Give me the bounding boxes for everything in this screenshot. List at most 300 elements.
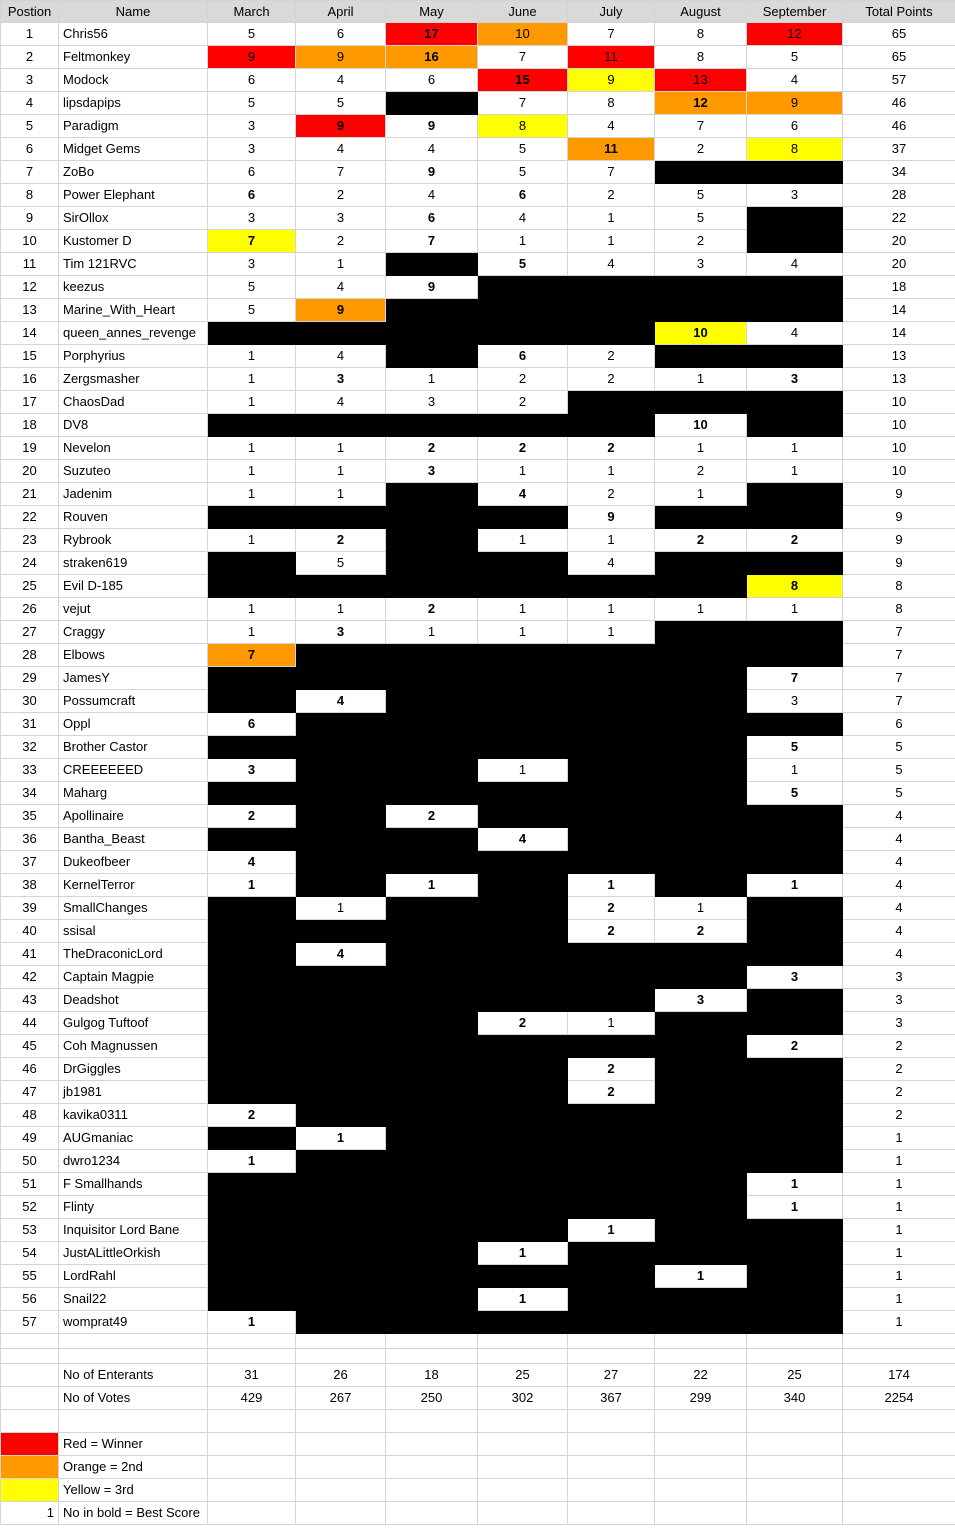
- score-cell[interactable]: [568, 1311, 655, 1334]
- name-cell[interactable]: Midget Gems: [59, 138, 208, 161]
- total-points-cell[interactable]: 7: [843, 644, 955, 667]
- score-cell[interactable]: 6: [208, 713, 296, 736]
- score-cell[interactable]: 4: [478, 207, 568, 230]
- empty-cell[interactable]: [655, 1410, 747, 1433]
- score-cell[interactable]: [386, 1081, 478, 1104]
- empty-cell[interactable]: [655, 1433, 747, 1456]
- summary-value[interactable]: 18: [386, 1364, 478, 1387]
- score-cell[interactable]: 9: [296, 299, 386, 322]
- score-cell[interactable]: [208, 506, 296, 529]
- position-cell[interactable]: 15: [1, 345, 59, 368]
- score-cell[interactable]: [568, 966, 655, 989]
- empty-cell[interactable]: [296, 1456, 386, 1479]
- score-cell[interactable]: 2: [655, 138, 747, 161]
- total-points-cell[interactable]: 3: [843, 966, 955, 989]
- score-cell[interactable]: [386, 943, 478, 966]
- empty-cell[interactable]: [568, 1410, 655, 1433]
- position-cell[interactable]: 19: [1, 437, 59, 460]
- score-cell[interactable]: [568, 391, 655, 414]
- position-cell[interactable]: 20: [1, 460, 59, 483]
- score-cell[interactable]: [386, 299, 478, 322]
- total-points-cell[interactable]: 1: [843, 1219, 955, 1242]
- score-cell[interactable]: 2: [568, 1081, 655, 1104]
- score-cell[interactable]: [747, 897, 843, 920]
- empty-cell[interactable]: [568, 1334, 655, 1349]
- score-cell[interactable]: 5: [296, 552, 386, 575]
- total-points-cell[interactable]: 14: [843, 322, 955, 345]
- score-cell[interactable]: 1: [296, 483, 386, 506]
- score-cell[interactable]: [386, 414, 478, 437]
- name-cell[interactable]: ssisal: [59, 920, 208, 943]
- score-cell[interactable]: [208, 1058, 296, 1081]
- score-cell[interactable]: 2: [568, 483, 655, 506]
- position-cell[interactable]: 50: [1, 1150, 59, 1173]
- score-cell[interactable]: [478, 736, 568, 759]
- total-points-cell[interactable]: 8: [843, 575, 955, 598]
- total-points-cell[interactable]: 9: [843, 529, 955, 552]
- name-cell[interactable]: Gulgog Tuftoof: [59, 1012, 208, 1035]
- score-cell[interactable]: [747, 1219, 843, 1242]
- score-cell[interactable]: [655, 552, 747, 575]
- score-cell[interactable]: 1: [478, 529, 568, 552]
- empty-cell[interactable]: [568, 1479, 655, 1502]
- score-cell[interactable]: 1: [655, 368, 747, 391]
- empty-cell[interactable]: [478, 1456, 568, 1479]
- score-cell[interactable]: [478, 506, 568, 529]
- score-cell[interactable]: 1: [478, 460, 568, 483]
- score-cell[interactable]: 6: [386, 69, 478, 92]
- score-cell[interactable]: [296, 1173, 386, 1196]
- name-cell[interactable]: Snail22: [59, 1288, 208, 1311]
- empty-cell[interactable]: [478, 1334, 568, 1349]
- empty-cell[interactable]: [208, 1349, 296, 1364]
- score-cell[interactable]: 7: [386, 230, 478, 253]
- score-cell[interactable]: [747, 989, 843, 1012]
- header-cell[interactable]: Name: [59, 1, 208, 23]
- score-cell[interactable]: 1: [747, 598, 843, 621]
- score-cell[interactable]: 2: [568, 368, 655, 391]
- score-cell[interactable]: [208, 1242, 296, 1265]
- position-cell[interactable]: 18: [1, 414, 59, 437]
- score-cell[interactable]: 7: [208, 230, 296, 253]
- total-points-cell[interactable]: 3: [843, 1012, 955, 1035]
- score-cell[interactable]: [478, 644, 568, 667]
- score-cell[interactable]: [747, 552, 843, 575]
- score-cell[interactable]: [568, 690, 655, 713]
- position-cell[interactable]: 41: [1, 943, 59, 966]
- score-cell[interactable]: 13: [655, 69, 747, 92]
- empty-cell[interactable]: [478, 1410, 568, 1433]
- name-cell[interactable]: Evil D-185: [59, 575, 208, 598]
- score-cell[interactable]: [655, 1035, 747, 1058]
- score-cell[interactable]: 4: [747, 69, 843, 92]
- empty-cell[interactable]: [386, 1410, 478, 1433]
- score-cell[interactable]: [655, 621, 747, 644]
- score-cell[interactable]: [208, 920, 296, 943]
- position-cell[interactable]: 46: [1, 1058, 59, 1081]
- summary-value[interactable]: 302: [478, 1387, 568, 1410]
- name-cell[interactable]: Elbows: [59, 644, 208, 667]
- total-points-cell[interactable]: 10: [843, 437, 955, 460]
- name-cell[interactable]: Inquisitor Lord Bane: [59, 1219, 208, 1242]
- summary-value[interactable]: 26: [296, 1364, 386, 1387]
- score-cell[interactable]: [208, 1127, 296, 1150]
- score-cell[interactable]: [568, 851, 655, 874]
- score-cell[interactable]: 1: [568, 1219, 655, 1242]
- score-cell[interactable]: 1: [296, 598, 386, 621]
- score-cell[interactable]: 4: [208, 851, 296, 874]
- position-cell[interactable]: 53: [1, 1219, 59, 1242]
- score-cell[interactable]: [655, 874, 747, 897]
- score-cell[interactable]: 2: [478, 391, 568, 414]
- position-cell[interactable]: 23: [1, 529, 59, 552]
- position-cell[interactable]: 35: [1, 805, 59, 828]
- total-points-cell[interactable]: 10: [843, 414, 955, 437]
- empty-cell[interactable]: [1, 1410, 59, 1433]
- score-cell[interactable]: [568, 276, 655, 299]
- summary-value[interactable]: 25: [747, 1364, 843, 1387]
- score-cell[interactable]: [386, 1150, 478, 1173]
- score-cell[interactable]: 1: [655, 437, 747, 460]
- total-points-cell[interactable]: 2: [843, 1035, 955, 1058]
- empty-cell[interactable]: [1, 1364, 59, 1387]
- empty-cell[interactable]: [655, 1502, 747, 1525]
- score-cell[interactable]: 1: [747, 759, 843, 782]
- score-cell[interactable]: 1: [568, 1012, 655, 1035]
- score-cell[interactable]: [296, 1265, 386, 1288]
- score-cell[interactable]: [386, 345, 478, 368]
- score-cell[interactable]: [386, 1219, 478, 1242]
- position-cell[interactable]: 7: [1, 161, 59, 184]
- score-cell[interactable]: 4: [568, 552, 655, 575]
- name-cell[interactable]: dwro1234: [59, 1150, 208, 1173]
- empty-cell[interactable]: [208, 1456, 296, 1479]
- score-cell[interactable]: 1: [296, 437, 386, 460]
- score-cell[interactable]: [747, 483, 843, 506]
- score-cell[interactable]: 6: [478, 345, 568, 368]
- score-cell[interactable]: 8: [655, 23, 747, 46]
- score-cell[interactable]: [296, 1242, 386, 1265]
- summary-value[interactable]: 367: [568, 1387, 655, 1410]
- score-cell[interactable]: 4: [296, 276, 386, 299]
- score-cell[interactable]: 1: [747, 437, 843, 460]
- score-cell[interactable]: 5: [208, 276, 296, 299]
- score-cell[interactable]: [386, 1242, 478, 1265]
- position-cell[interactable]: 55: [1, 1265, 59, 1288]
- score-cell[interactable]: 9: [568, 506, 655, 529]
- score-cell[interactable]: [208, 690, 296, 713]
- score-cell[interactable]: [478, 552, 568, 575]
- score-cell[interactable]: [568, 759, 655, 782]
- total-points-cell[interactable]: 34: [843, 161, 955, 184]
- total-points-cell[interactable]: 4: [843, 874, 955, 897]
- score-cell[interactable]: [296, 1058, 386, 1081]
- name-cell[interactable]: KernelTerror: [59, 874, 208, 897]
- score-cell[interactable]: [747, 644, 843, 667]
- score-cell[interactable]: [747, 713, 843, 736]
- total-points-cell[interactable]: 4: [843, 805, 955, 828]
- score-cell[interactable]: [478, 299, 568, 322]
- score-cell[interactable]: [478, 1265, 568, 1288]
- name-cell[interactable]: jb1981: [59, 1081, 208, 1104]
- position-cell[interactable]: 44: [1, 1012, 59, 1035]
- score-cell[interactable]: 17: [386, 23, 478, 46]
- position-cell[interactable]: 2: [1, 46, 59, 69]
- score-cell[interactable]: [478, 690, 568, 713]
- score-cell[interactable]: [386, 1265, 478, 1288]
- total-points-cell[interactable]: 4: [843, 828, 955, 851]
- score-cell[interactable]: 1: [568, 529, 655, 552]
- score-cell[interactable]: [208, 966, 296, 989]
- score-cell[interactable]: [478, 1058, 568, 1081]
- score-cell[interactable]: 5: [747, 46, 843, 69]
- name-cell[interactable]: F Smallhands: [59, 1173, 208, 1196]
- name-cell[interactable]: SmallChanges: [59, 897, 208, 920]
- score-cell[interactable]: [478, 1219, 568, 1242]
- score-cell[interactable]: 1: [478, 1242, 568, 1265]
- score-cell[interactable]: 7: [568, 23, 655, 46]
- score-cell[interactable]: [655, 575, 747, 598]
- score-cell[interactable]: [747, 207, 843, 230]
- score-cell[interactable]: [478, 966, 568, 989]
- position-cell[interactable]: 22: [1, 506, 59, 529]
- header-cell[interactable]: May: [386, 1, 478, 23]
- total-points-cell[interactable]: 2: [843, 1104, 955, 1127]
- score-cell[interactable]: [568, 989, 655, 1012]
- score-cell[interactable]: 4: [296, 690, 386, 713]
- score-cell[interactable]: [208, 1081, 296, 1104]
- score-cell[interactable]: [655, 828, 747, 851]
- empty-cell[interactable]: [843, 1479, 955, 1502]
- score-cell[interactable]: [655, 713, 747, 736]
- score-cell[interactable]: [478, 851, 568, 874]
- summary-value[interactable]: 25: [478, 1364, 568, 1387]
- name-cell[interactable]: queen_annes_revenge: [59, 322, 208, 345]
- empty-cell[interactable]: [655, 1349, 747, 1364]
- score-cell[interactable]: 9: [747, 92, 843, 115]
- score-cell[interactable]: 3: [208, 207, 296, 230]
- total-points-cell[interactable]: 1: [843, 1311, 955, 1334]
- score-cell[interactable]: 4: [747, 253, 843, 276]
- score-cell[interactable]: [478, 897, 568, 920]
- legend-label[interactable]: No in bold = Best Score: [59, 1502, 208, 1525]
- total-points-cell[interactable]: 4: [843, 851, 955, 874]
- score-cell[interactable]: [296, 575, 386, 598]
- score-cell[interactable]: 1: [386, 368, 478, 391]
- score-cell[interactable]: [208, 828, 296, 851]
- score-cell[interactable]: 1: [208, 460, 296, 483]
- total-points-cell[interactable]: 46: [843, 92, 955, 115]
- score-cell[interactable]: [386, 483, 478, 506]
- score-cell[interactable]: [747, 851, 843, 874]
- score-cell[interactable]: 1: [478, 1288, 568, 1311]
- score-cell[interactable]: 4: [296, 138, 386, 161]
- score-cell[interactable]: 6: [208, 69, 296, 92]
- position-cell[interactable]: 48: [1, 1104, 59, 1127]
- score-cell[interactable]: [386, 1012, 478, 1035]
- total-points-cell[interactable]: 14: [843, 299, 955, 322]
- score-cell[interactable]: 1: [208, 437, 296, 460]
- total-points-cell[interactable]: 1: [843, 1265, 955, 1288]
- score-cell[interactable]: [655, 805, 747, 828]
- score-cell[interactable]: 4: [568, 253, 655, 276]
- position-cell[interactable]: 38: [1, 874, 59, 897]
- empty-cell[interactable]: [478, 1479, 568, 1502]
- empty-cell[interactable]: [747, 1349, 843, 1364]
- name-cell[interactable]: Porphyrius: [59, 345, 208, 368]
- empty-cell[interactable]: [747, 1410, 843, 1433]
- name-cell[interactable]: Marine_With_Heart: [59, 299, 208, 322]
- position-cell[interactable]: 40: [1, 920, 59, 943]
- score-cell[interactable]: [655, 644, 747, 667]
- name-cell[interactable]: Zergsmasher: [59, 368, 208, 391]
- score-cell[interactable]: [747, 805, 843, 828]
- score-cell[interactable]: 1: [655, 1265, 747, 1288]
- score-cell[interactable]: 1: [655, 598, 747, 621]
- score-cell[interactable]: [568, 1127, 655, 1150]
- score-cell[interactable]: [208, 667, 296, 690]
- name-cell[interactable]: Tim 121RVC: [59, 253, 208, 276]
- score-cell[interactable]: [386, 529, 478, 552]
- score-cell[interactable]: 7: [208, 644, 296, 667]
- score-cell[interactable]: [568, 299, 655, 322]
- position-cell[interactable]: 28: [1, 644, 59, 667]
- name-cell[interactable]: JamesY: [59, 667, 208, 690]
- total-points-cell[interactable]: 5: [843, 782, 955, 805]
- empty-cell[interactable]: [386, 1334, 478, 1349]
- total-points-cell[interactable]: 1: [843, 1242, 955, 1265]
- total-points-cell[interactable]: 1: [843, 1173, 955, 1196]
- score-cell[interactable]: [655, 966, 747, 989]
- position-cell[interactable]: 43: [1, 989, 59, 1012]
- score-cell[interactable]: [478, 322, 568, 345]
- score-cell[interactable]: 2: [568, 897, 655, 920]
- score-cell[interactable]: [296, 805, 386, 828]
- total-points-cell[interactable]: 57: [843, 69, 955, 92]
- legend-swatch[interactable]: [1, 1479, 59, 1502]
- position-cell[interactable]: 5: [1, 115, 59, 138]
- score-cell[interactable]: [208, 322, 296, 345]
- name-cell[interactable]: Rybrook: [59, 529, 208, 552]
- score-cell[interactable]: 1: [208, 874, 296, 897]
- score-cell[interactable]: [655, 759, 747, 782]
- legend-swatch[interactable]: [1, 1456, 59, 1479]
- score-cell[interactable]: [655, 345, 747, 368]
- name-cell[interactable]: Chris56: [59, 23, 208, 46]
- summary-value[interactable]: 299: [655, 1387, 747, 1410]
- score-cell[interactable]: 3: [296, 368, 386, 391]
- score-cell[interactable]: [655, 1012, 747, 1035]
- score-cell[interactable]: 4: [478, 828, 568, 851]
- score-cell[interactable]: [568, 322, 655, 345]
- score-cell[interactable]: [655, 667, 747, 690]
- score-cell[interactable]: 2: [568, 920, 655, 943]
- score-cell[interactable]: 11: [568, 46, 655, 69]
- empty-cell[interactable]: [568, 1433, 655, 1456]
- position-cell[interactable]: 36: [1, 828, 59, 851]
- score-cell[interactable]: 5: [296, 92, 386, 115]
- score-cell[interactable]: [478, 782, 568, 805]
- score-cell[interactable]: [386, 552, 478, 575]
- header-cell[interactable]: June: [478, 1, 568, 23]
- score-cell[interactable]: 1: [568, 874, 655, 897]
- empty-cell[interactable]: [747, 1479, 843, 1502]
- empty-cell[interactable]: [386, 1433, 478, 1456]
- score-cell[interactable]: [386, 690, 478, 713]
- score-cell[interactable]: [747, 230, 843, 253]
- score-cell[interactable]: [747, 1104, 843, 1127]
- score-cell[interactable]: [296, 1311, 386, 1334]
- total-points-cell[interactable]: 3: [843, 989, 955, 1012]
- score-cell[interactable]: [296, 1012, 386, 1035]
- summary-label[interactable]: No of Votes: [59, 1387, 208, 1410]
- score-cell[interactable]: [386, 1288, 478, 1311]
- score-cell[interactable]: 4: [296, 345, 386, 368]
- score-cell[interactable]: [747, 1311, 843, 1334]
- total-points-cell[interactable]: 13: [843, 368, 955, 391]
- score-cell[interactable]: [568, 575, 655, 598]
- score-cell[interactable]: [568, 1173, 655, 1196]
- score-cell[interactable]: 2: [747, 529, 843, 552]
- score-cell[interactable]: 9: [296, 115, 386, 138]
- score-cell[interactable]: 2: [655, 920, 747, 943]
- name-cell[interactable]: womprat49: [59, 1311, 208, 1334]
- name-cell[interactable]: Apollinaire: [59, 805, 208, 828]
- score-cell[interactable]: [568, 736, 655, 759]
- total-points-cell[interactable]: 4: [843, 920, 955, 943]
- empty-cell[interactable]: [59, 1410, 208, 1433]
- score-cell[interactable]: [655, 943, 747, 966]
- score-cell[interactable]: 1: [208, 345, 296, 368]
- total-points-cell[interactable]: 1: [843, 1127, 955, 1150]
- score-cell[interactable]: [655, 1242, 747, 1265]
- position-cell[interactable]: 29: [1, 667, 59, 690]
- position-cell[interactable]: 51: [1, 1173, 59, 1196]
- position-cell[interactable]: 14: [1, 322, 59, 345]
- score-cell[interactable]: [296, 506, 386, 529]
- score-cell[interactable]: [478, 1173, 568, 1196]
- name-cell[interactable]: TheDraconicLord: [59, 943, 208, 966]
- score-cell[interactable]: [655, 1150, 747, 1173]
- score-cell[interactable]: [655, 1104, 747, 1127]
- score-cell[interactable]: [655, 391, 747, 414]
- score-cell[interactable]: [478, 805, 568, 828]
- position-cell[interactable]: 8: [1, 184, 59, 207]
- total-points-cell[interactable]: 5: [843, 736, 955, 759]
- empty-cell[interactable]: [747, 1502, 843, 1525]
- score-cell[interactable]: [655, 1173, 747, 1196]
- empty-cell[interactable]: [386, 1479, 478, 1502]
- score-cell[interactable]: [386, 506, 478, 529]
- score-cell[interactable]: 5: [208, 23, 296, 46]
- score-cell[interactable]: [568, 667, 655, 690]
- position-cell[interactable]: 13: [1, 299, 59, 322]
- score-cell[interactable]: 2: [568, 345, 655, 368]
- score-cell[interactable]: 5: [208, 92, 296, 115]
- summary-value[interactable]: 27: [568, 1364, 655, 1387]
- score-cell[interactable]: [747, 391, 843, 414]
- empty-cell[interactable]: [386, 1456, 478, 1479]
- score-cell[interactable]: [747, 414, 843, 437]
- position-cell[interactable]: 17: [1, 391, 59, 414]
- score-cell[interactable]: [478, 1081, 568, 1104]
- score-cell[interactable]: [208, 1265, 296, 1288]
- score-cell[interactable]: [386, 667, 478, 690]
- header-cell[interactable]: September: [747, 1, 843, 23]
- empty-cell[interactable]: [843, 1349, 955, 1364]
- empty-cell[interactable]: [568, 1456, 655, 1479]
- score-cell[interactable]: [478, 1104, 568, 1127]
